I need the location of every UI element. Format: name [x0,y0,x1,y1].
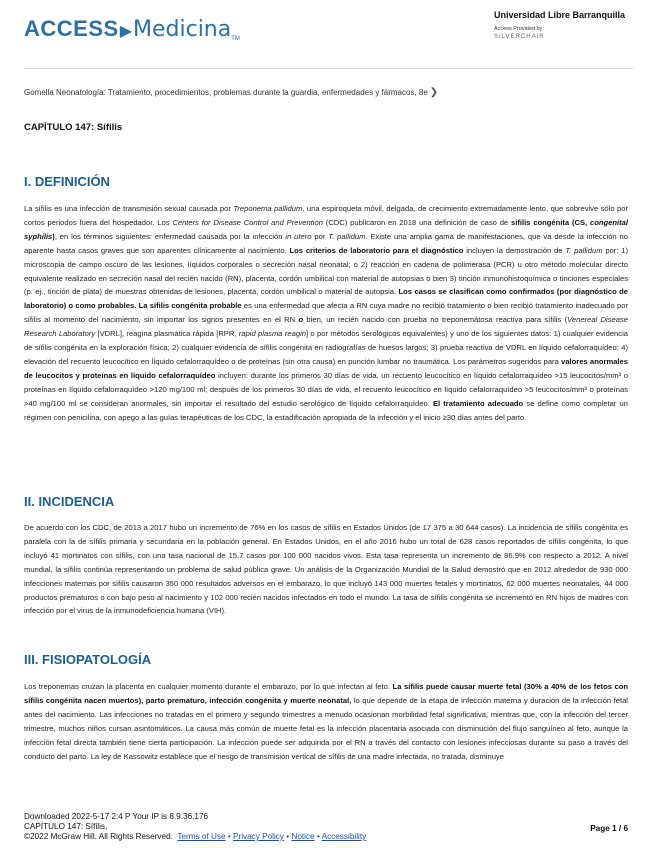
text-run: ] o por métodos serológicos equivalentes) y uno de los siguientes datos: 1) cualquier evidencia de sífilis congénita en la exploración física; 2) cualquier evidencia de sífilis congénita en radiografías de huesos largos; 3) prueba reactiva de VDRL en líquido cefalorraquídeo; 4) elevación del recuento leucocítico en líquido cefalorraquídeo o de proteínas (sin otra causa) en punción lumbar no traumática. Los parámetros sugeridos para [24,329,628,366]
text-run: El tratamiento adecuado [432,398,524,408]
text-run: Venereal Disease Research Laboratory [24,315,628,339]
text-run: Los treponemas cruzan la placenta en cualquier momento durante el embarazo, por lo que infectan al feto. [24,682,393,691]
logo-tm: TM [231,36,240,42]
footer-links [24,832,366,841]
text-run: sífilis congénita (CS, [511,217,591,227]
chapter-title: CAPÍTULO 147: Sífilis [24,122,123,133]
access-provided-label: Access Provided by: [494,26,544,32]
access-medicina-logo[interactable] [24,16,240,42]
text-run: , una espiroqueta móvil, delgada, de crecimiento extremadamente lento, que sobrevive sólo por cortos periodos fuera del hospedador. Los [24,204,628,227]
section-title-fisiopatologia: III. FISIOPATOLOGÍA [24,652,152,667]
footer-separator: • [316,832,320,841]
text-run: incluyen: durante los primeros 30 días de vida, un recuento leucocítico en líquido cefalorraquídeo >15 leucocitos/mm³ o proteínas en líquido cefalorraquídeo >120 mg/100 ml; después de los primeros 30 días de vida, el recuento leucocítico en líquido cefalorraquídeo >5 leucocitos/mm³ o proteínas >40 mg/100 ml se consideran anormales, sin importar el resultado del estudio serológico de líquido cefalorraquídeo. [24,370,628,408]
logo-arrow-icon: ▶ [119,23,132,40]
header [24,10,634,54]
text-run: lo que depende de la etapa de infección materna y duración de la infección fetal antes del nacimiento. Las infecciones no tratadas en el primero y segundo trimestres a menudo ocasionan morbilidad fetal significativa, mientras que, con la infección del tercer trimestre, muchos niños cursan asintomáticos. La causa más común de muerte fetal es la infección placentaria asociada con disminución del flujo sanguíneo al feto, aunque la infección fetal directa también tiene cierta participación. La infección puede ser adquirida por el RN a través del contacto con lesiones infecciosas durante su paso a través del conducto del parto. La ley de Kassowitz establece que el riesgo de transmisión vertical de sífilis de una madre infectada, no tratada, disminuye [24,695,628,761]
text-run: De acuerdo con los CDC, de 2013 a 2017 hubo un incremento de 76% en los casos de sífilis en Estados Unidos (de 17 375 a 30 644 casos). La incidencia de sífilis congénita es paralela con la de sífilis primaria y secundaria en la población general. En Estados Unidos, en el año 2016 hubo un total de 628 casos reportados de sífilis congénita, lo que incluyó 41 mortinatos con sífilis, con una tasa nacional de 15.7 casos por 100 000 nacidos vivos. Esta tasa representa un incremento de 86.9% con respecto a 2012. A nivel mundial, la sífilis continúa representando un problema de salud pública grave. Un análisis de la Organización Mundial de la Salud demostró que en 2012 alrededor de 930 000 infecciones maternas por sífilis causaron 350 000 resultados adversos en el embarazo, lo que incluyó 143 000 muertes fetales y mortinatos, 62 000 muertes neonatales, 44 000 productos prematuros o con bajo peso al nacimiento y 102 000 recién nacidos infectados en todo el mundo. La tasa de sífilis congénita se incrementó en RN hijos de madres con infección por el virus de la inmunodeficiencia humana (VIH). [24,523,628,616]
text-run: Treponema pallidum [233,204,303,213]
text-run: por [311,231,329,241]
footer-chapter: CAPÍTULO 147: Sífilis, [24,822,108,831]
logo-access-text: ACCESS [24,16,119,41]
text-run: La sífilis puede causar muerte fetal (30% a 40% de los fetos con sífilis congénita nacen muertos), parto prematuro, infección congénita y muerte neonatal, [24,682,629,705]
accessibility-link[interactable]: Accessibility [321,832,367,841]
text-run: La sífilis es una infección de transmisión sexual causada por [24,204,234,213]
terms-of-use-link[interactable]: Terms of Use [177,832,226,841]
text-run: se define como completar un régimen con penicilina, con apego a las guías terapéuticas de los CDC, la estadificación apropiada de la infección y el inicio ≥30 días antes del parto. [24,398,628,422]
text-run: por: 1) microscopia de campo oscuro de las lesiones, líquidos corporales o secreción nasal neonatal; o 2) reacción en cadena de polimerasa (PCR) u otro método molecular directo equivalente realizado en secreción nasal del recién nacido (RN), placenta, cordón umbilical con material de autopsias o bien 3) tinción inmunohistoquímica o tinciones especiales (p. ej., tinción de plata) de muestras obtenidas de lesiones, placenta, cordón umbilical o material de autopsia. [24,245,629,297]
page-number: Page 1 / 6 [590,824,628,833]
section-fisiopatologia-paragraph [24,680,628,763]
footer-separator: • [227,832,231,841]
section-definicion-paragraph [24,202,628,425]
text-run: ) [52,231,55,241]
privacy-policy-link[interactable]: Privacy Policy [233,832,284,841]
text-run: T. pallidum [565,245,603,255]
text-run: es una enfermedad que afecta a RN cuya madre no recibió tratamiento o bien recibió tratamiento inadecuado por sífilis al momento del nacimiento, sin importar los signos presentes en el RN [24,301,629,325]
footer [24,812,634,844]
institution-block [494,10,634,40]
text-run: T. pallidum [328,231,366,241]
text-run: incluyen la demostración de [463,245,566,255]
notice-link[interactable]: Notice [291,832,315,841]
text-run: congenital syphilis [24,217,628,241]
section-incidencia-paragraph [24,521,628,618]
breadcrumb-book-title[interactable]: Gomella Neonatología: Tratamiento, procedimientos, problemas durante la guardia, enfermedades y fármacos, 8e [24,88,428,97]
text-run: Los criterios de laboratorio para el diagnóstico [289,245,464,255]
copyright-text: ©2022 McGraw Hill. All Rights Reserved. [24,832,173,841]
footer-separator: • [286,832,290,841]
download-info: Downloaded 2022-5-17 2:4 P Your IP is 8.9.36.176 [24,812,209,821]
text-run: o [298,315,304,325]
breadcrumb[interactable] [24,87,438,98]
text-run: . Existe una amplia gama de manifestaciones, que va desde la infección no aparente hasta casos graves que son aparentes clínicamente al nacimiento. [24,231,628,255]
text-run: Centers for Disease Control and Prevention [172,217,323,227]
text-run: rapid plasma reagin [238,329,306,339]
provider-logo: SILVERCHAIR [494,34,545,40]
text-run: , en los términos siguientes: enfermedad causada por la infección [54,231,286,241]
text-run: in utero [285,231,312,241]
text-run: bien, un recién nacido con prueba no treponemátosa reactiva para sífilis ( [303,315,568,325]
section-title-definicion: I. DEFINICIÓN [24,174,110,189]
text-run: Los casos se clasifican como confirmados (por diagnóstico de laboratorio) o como probables. La sífilis congénita probable [24,287,628,311]
header-divider [24,68,634,69]
logo-medicina-text: Medicina [133,17,232,42]
text-run: [VDRL], reagina plasmática rápida [RPR, [95,329,239,339]
institution-name: Universidad Libre Barranquilla [494,10,626,20]
section-title-incidencia: II. INCIDENCIA [24,494,115,509]
text-run: valores anormales de leucocitos y proteínas en líquido cefalorraquídeo [24,356,628,380]
text-run: (CDC) publicaron en 2018 una definición de caso de [322,217,511,227]
chevron-right-icon: ❯ [429,87,439,98]
